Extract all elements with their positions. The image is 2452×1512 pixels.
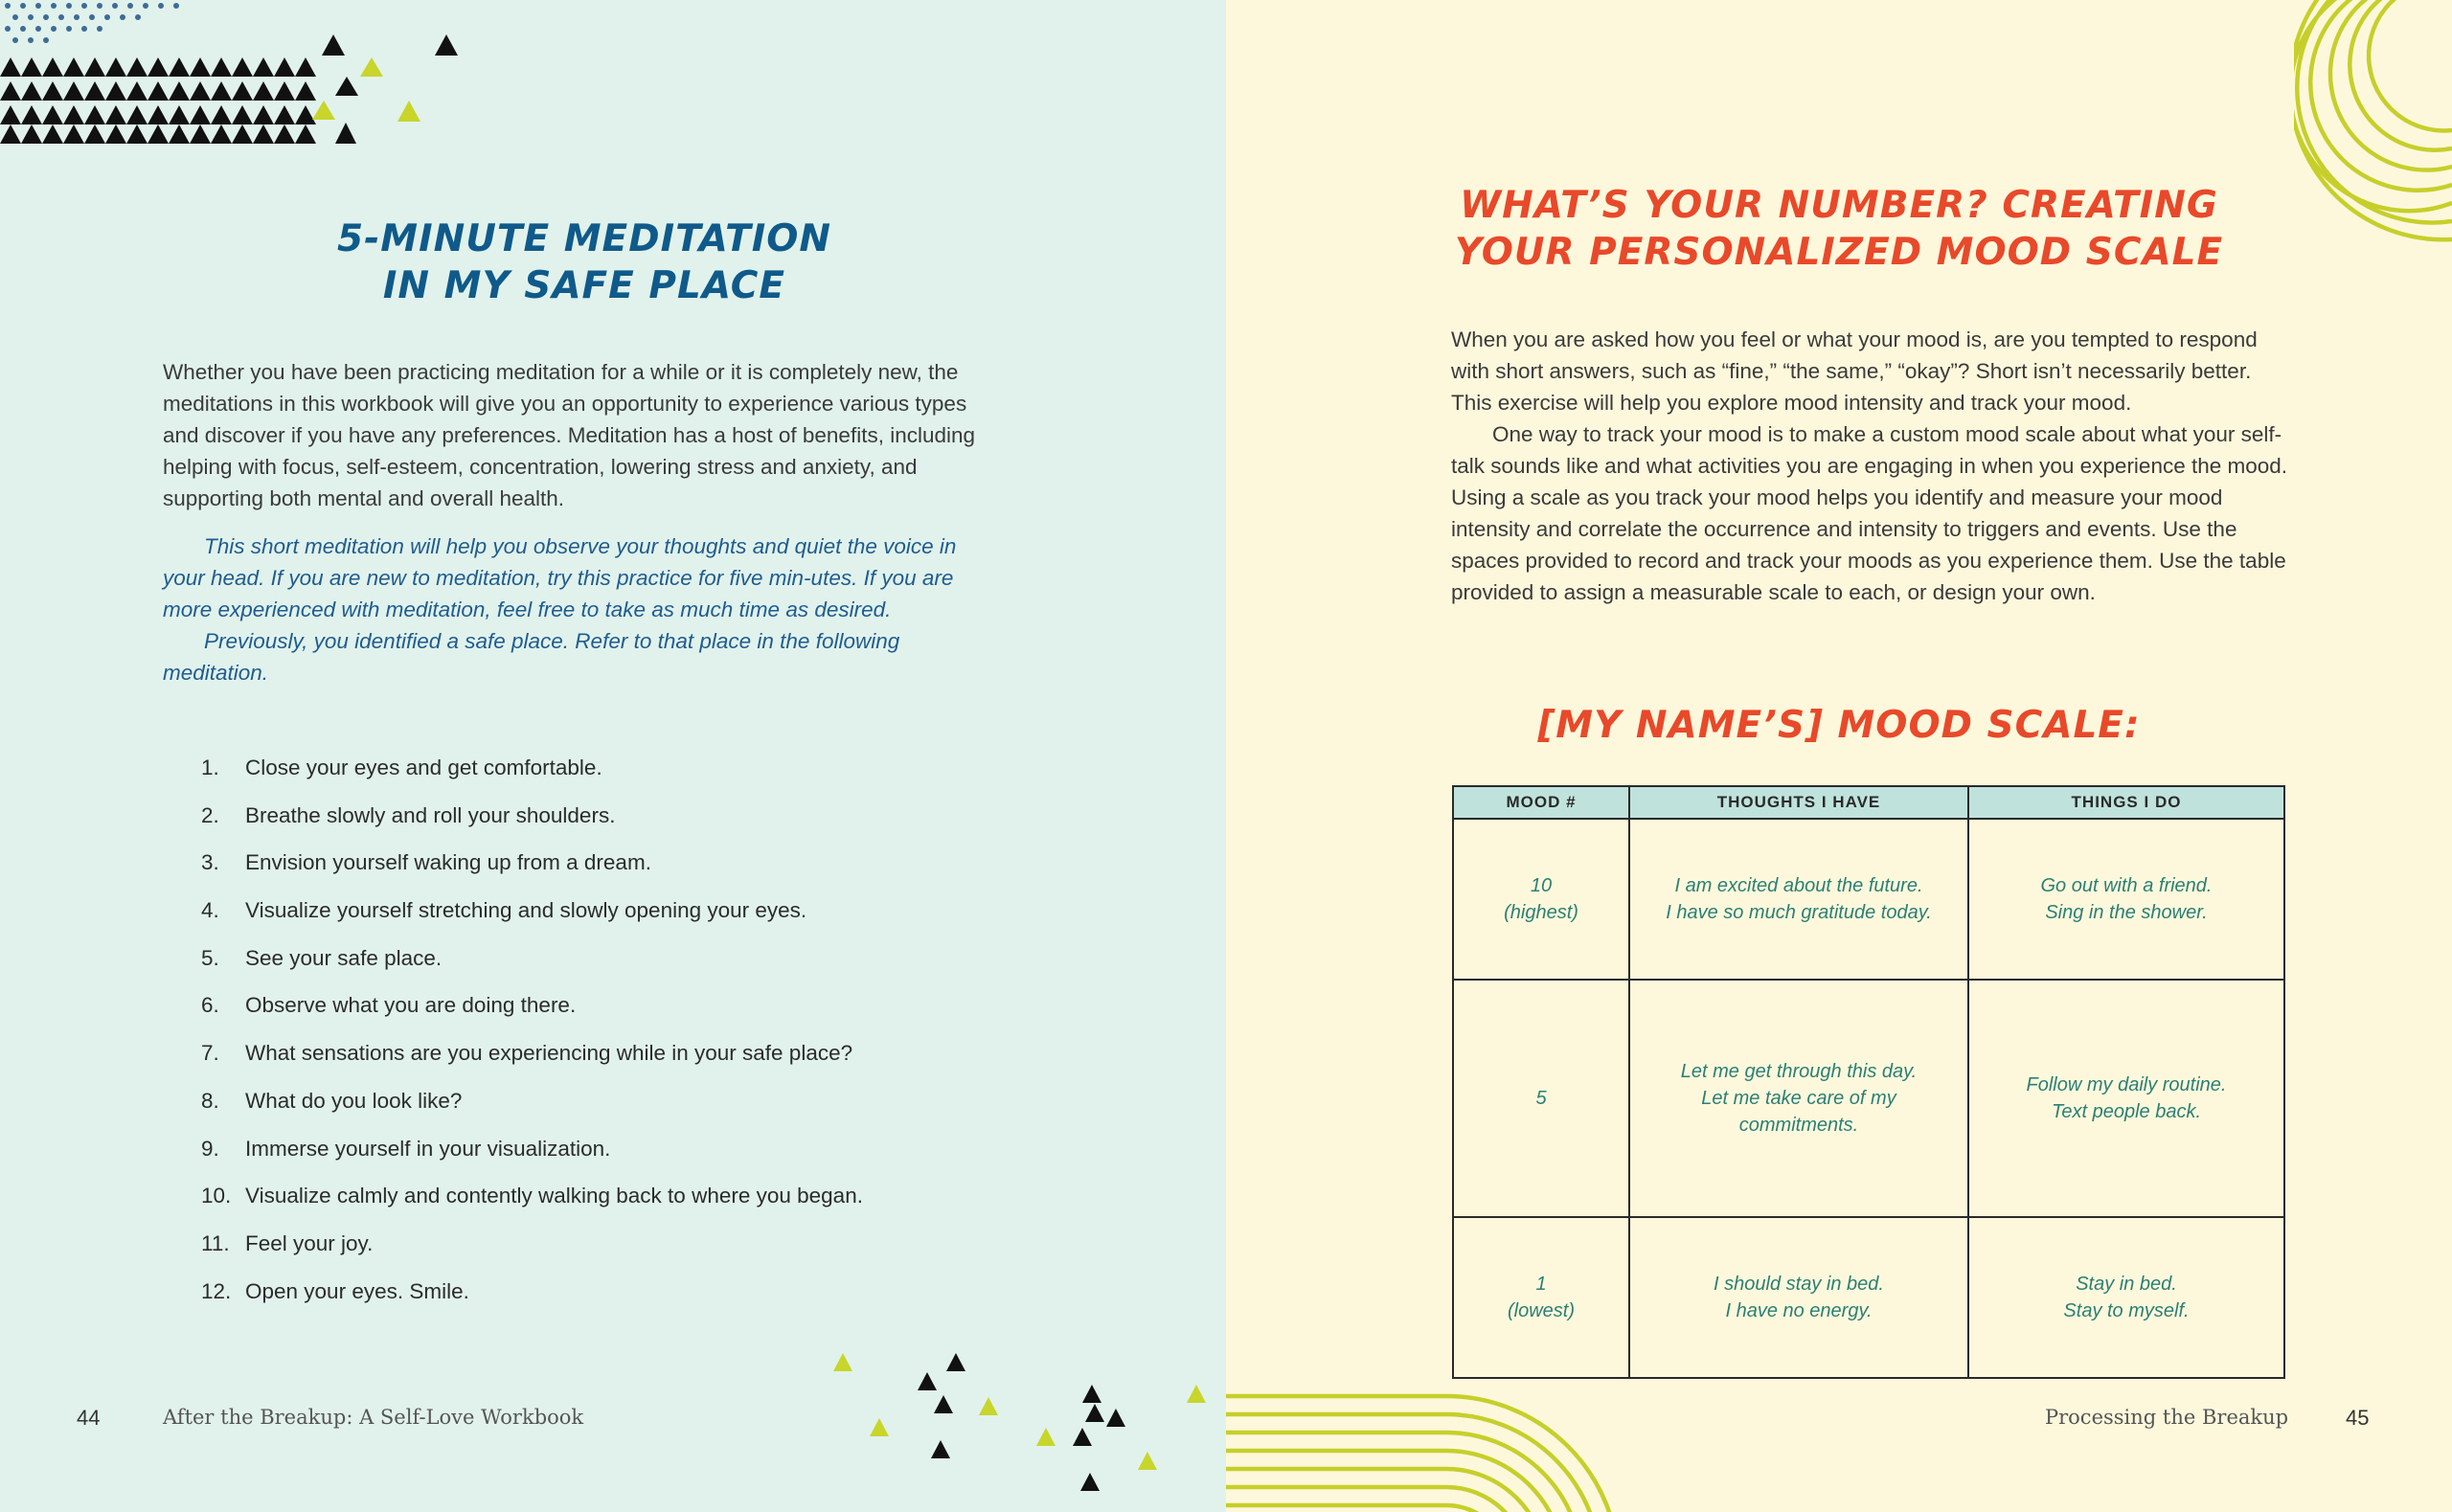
intro-text: Whether you have been practicing meditation for a while or it is completely new, the meditations in this workbook will give you an opportunity to experience various types and discover if you have any preferences. Meditation has a host of benefits, including helping with focus, self-esteem, concentration, lowering stress and anxiety, and supporting both mental and overall health.: [163, 360, 976, 510]
step-text: Visualize calmly and contently walking back to where you began.: [245, 1184, 863, 1208]
col-header-things: THINGS I DO: [1968, 786, 2284, 819]
title-line-2: YOUR PERSONALIZED MOOD SCALE: [1454, 231, 2224, 274]
table-row: [1453, 819, 2284, 980]
step-number: 1.: [201, 756, 219, 779]
mood-number-cell[interactable]: 1 (lowest): [1453, 1217, 1629, 1378]
list-item: [201, 1037, 1044, 1085]
intro-paragraph: [163, 356, 996, 514]
col-header-thoughts: THOUGHTS I HAVE: [1629, 786, 1968, 819]
step-text: Immerse yourself in your visualization.: [245, 1136, 611, 1161]
step-number: 9.: [201, 1136, 219, 1161]
things-cell[interactable]: Stay in bed. Stay to myself.: [1968, 1217, 2284, 1378]
step-number: 6.: [201, 993, 219, 1018]
lime-triangles: [833, 1353, 1206, 1470]
list-item: [201, 1085, 1044, 1133]
step-number: 2.: [201, 802, 219, 827]
list-item: [201, 1228, 1044, 1275]
step-number: 5.: [201, 945, 219, 970]
col-header-mood: MOOD #: [1453, 786, 1629, 819]
step-text: What sensations are you experiencing while in your safe place?: [245, 1041, 853, 1066]
list-item: [201, 752, 1044, 800]
list-item: [201, 942, 1044, 990]
triangle-pattern-bottom: [814, 1336, 1226, 1499]
note-text-1: This short meditation will help you observe your thoughts and quiet the voice in your head. If you are new to meditation, try this practice for five min-utes. If you are more experienced with meditation, feel free to take as much time as desired.: [163, 534, 957, 621]
page-number-left: 44: [77, 1406, 101, 1430]
page-title: [163, 215, 1006, 309]
step-number: 8.: [201, 1088, 219, 1113]
lime-triangles: [312, 57, 420, 122]
para-2: One way to track your mood is to make a custom mood scale about what your self-talk sounds like and what activities you are engaging in when you experience the mood. Using a scale as you track your mood helps you identify and measure your mood intensity and correlate the occurrence and intensity to triggers and events. Use the spaces provided to record and track your moods as you experience them. Use the table provided to assign a measurable scale to each, or design your own.: [1451, 422, 2288, 604]
step-number: 11.: [201, 1230, 230, 1255]
running-footer-left: After the Breakup: A Self-Love Workbook: [163, 1406, 584, 1429]
meditation-note: [163, 530, 996, 688]
list-item: [201, 1133, 1044, 1181]
thoughts-cell[interactable]: I should stay in bed. I have no energy.: [1629, 1217, 1968, 1378]
table-header-row: [1453, 786, 2284, 819]
step-number: 3.: [201, 850, 219, 875]
thoughts-cell[interactable]: Let me get through this day. Let me take care of my commitments.: [1629, 980, 1968, 1218]
running-footer-right: Processing the Breakup: [2045, 1406, 2289, 1429]
para-1: When you are asked how you feel or what your mood is, are you tempted to respond with short answers, such as “fine,” “the same,” “okay”? Short isn’t necessarily better. This exercise will help you explore mood intensity and track your mood.: [1451, 327, 2258, 415]
table-row: [1453, 980, 2284, 1218]
page-number-right: 45: [2346, 1406, 2370, 1430]
meditation-steps-list: [201, 752, 1044, 1322]
list-item: [201, 989, 1044, 1037]
title-line-1: 5-MINUTE MEDITATION: [336, 217, 832, 260]
step-text: Feel your joy.: [245, 1230, 374, 1255]
step-text: Open your eyes. Smile.: [245, 1278, 469, 1303]
list-item: [201, 800, 1044, 847]
title-line-1: WHAT’S YOUR NUMBER? CREATING: [1460, 184, 2218, 227]
step-text: Breathe slowly and roll your shoulders.: [245, 802, 616, 827]
step-number: 10.: [201, 1184, 232, 1208]
intro-paragraphs: [1451, 324, 2294, 608]
step-text: What do you look like?: [245, 1088, 463, 1113]
list-item: [201, 894, 1044, 942]
note-text-2: Previously, you identified a safe place. Refer to that place in the following meditation.: [163, 629, 900, 685]
right-page: [1226, 0, 2452, 1512]
step-text: Close your eyes and get comfortable.: [245, 756, 602, 779]
step-text: Envision yourself waking up from a dream.: [245, 850, 651, 875]
concentric-arcs: [1226, 1396, 1619, 1512]
list-item: [201, 846, 1044, 894]
table-row: [1453, 1217, 2284, 1378]
thoughts-cell[interactable]: I am excited about the future. I have so much gratitude today.: [1629, 819, 1968, 980]
arc-pattern-bottom-left: [1226, 1388, 1628, 1512]
step-number: 4.: [201, 898, 219, 923]
mood-number-cell[interactable]: 10 (highest): [1453, 819, 1629, 980]
list-item: [201, 1180, 1044, 1228]
things-cell[interactable]: Go out with a friend. Sing in the shower.: [1968, 819, 2284, 980]
step-number: 7.: [201, 1041, 219, 1066]
page-title: [1360, 182, 2318, 276]
black-triangles: [918, 1353, 1125, 1491]
step-text: Observe what you are doing there.: [245, 993, 577, 1018]
triangle-pattern-top-left: [0, 0, 460, 153]
title-line-2: IN MY SAFE PLACE: [382, 264, 786, 307]
table-title: [MY NAME’S] MOOD SCALE:: [1537, 704, 2141, 747]
step-number: 12.: [201, 1278, 232, 1303]
dot-pattern: [5, 3, 179, 43]
list-item: [201, 1275, 1044, 1323]
step-text: See your safe place.: [245, 945, 443, 970]
black-triangle-grid: [0, 34, 458, 144]
step-text: Visualize yourself stretching and slowly opening your eyes.: [245, 898, 807, 923]
mood-number-cell[interactable]: 5: [1453, 980, 1629, 1218]
mood-scale-table: [1452, 785, 2285, 1379]
things-cell[interactable]: Follow my daily routine. Text people back.: [1968, 980, 2284, 1218]
